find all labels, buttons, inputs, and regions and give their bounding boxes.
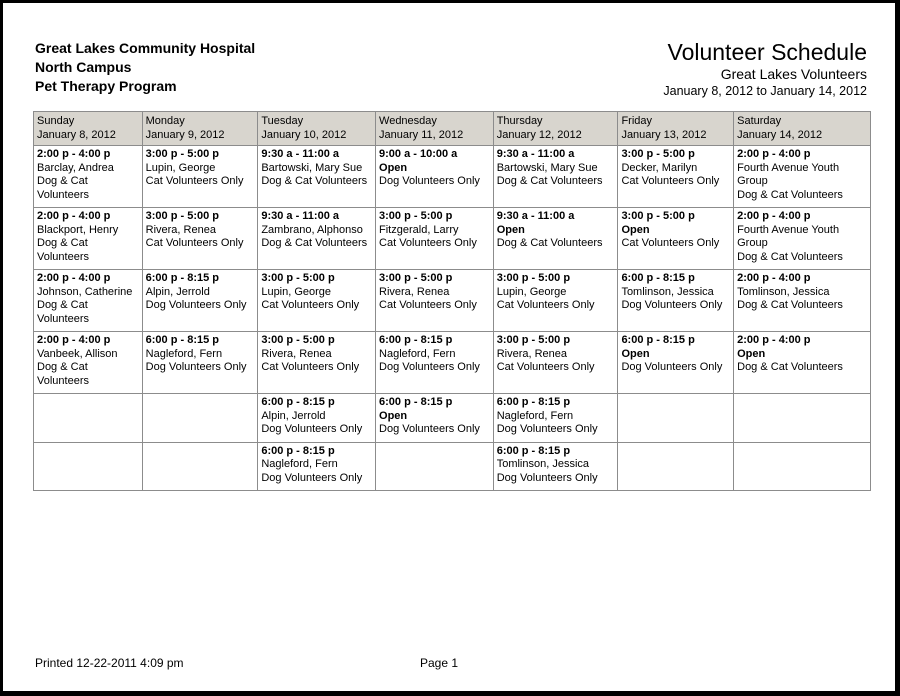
slot-time: 9:00 a - 10:00 a <box>379 148 458 160</box>
day-name: Monday <box>145 115 185 127</box>
schedule-cell <box>734 442 871 491</box>
slot-time: 3:00 p - 5:00 p <box>261 334 335 346</box>
slot-volunteer-type: Dog Volunteers Only <box>496 423 598 435</box>
slot-volunteer-name: Alpin, Jerrold <box>261 409 326 422</box>
report-date-range: January 8, 2012 to January 14, 2012 <box>663 84 867 98</box>
slot-volunteer-type: Cat Volunteers Only <box>379 299 477 311</box>
day-header-thursday <box>493 112 618 146</box>
slot-volunteer-name: Bartowski, Mary Sue <box>496 161 598 174</box>
slot-volunteer-name: Nagleford, Fern <box>145 347 223 360</box>
slot-time: 6:00 p - 8:15 p <box>261 396 335 408</box>
slot-time: 6:00 p - 8:15 p <box>145 272 219 284</box>
slot-time: 2:00 p - 4:00 p <box>37 210 111 222</box>
day-header-saturday <box>734 112 871 146</box>
schedule-cell <box>618 208 734 270</box>
schedule-row <box>34 208 871 270</box>
slot-volunteer-name: Rivera, Renea <box>496 347 568 360</box>
schedule-cell <box>493 442 618 491</box>
slot-time: 6:00 p - 8:15 p <box>496 444 571 457</box>
day-date: January 10, 2012 <box>261 129 347 141</box>
schedule-cell <box>734 332 871 394</box>
schedule-row <box>34 146 871 208</box>
slot-volunteer-name: Barclay, Andrea <box>37 161 114 174</box>
slot-volunteer-name: Zambrano, Alphonso <box>261 223 363 236</box>
day-name: Wednesday <box>379 115 437 127</box>
day-name: Saturday <box>737 115 782 127</box>
slot-volunteer-type: Dog & Cat Volunteers <box>37 299 89 325</box>
schedule-cell <box>142 332 258 394</box>
schedule-cell <box>376 394 494 443</box>
page-number: Page 1 <box>419 656 459 670</box>
day-header-sunday <box>34 112 143 146</box>
slot-time: 9:30 a - 11:00 a <box>261 148 339 160</box>
slot-volunteer-name: Tomlinson, Jessica <box>737 285 830 298</box>
schedule-row <box>34 270 871 332</box>
day-date: January 11, 2012 <box>379 129 464 141</box>
slot-volunteer-type: Dog & Cat Volunteers <box>496 237 603 249</box>
slot-time: 3:00 p - 5:00 p <box>145 210 219 222</box>
slot-time: 3:00 p - 5:00 p <box>379 272 453 284</box>
schedule-cell <box>142 442 258 491</box>
slot-volunteer-type: Dog Volunteers Only <box>145 361 247 373</box>
slot-time: 2:00 p - 4:00 p <box>737 334 811 346</box>
slot-volunteer-name: Tomlinson, Jessica <box>621 285 714 298</box>
schedule-cell <box>258 394 376 443</box>
slot-open-label: Open <box>379 409 408 422</box>
slot-open-label: Open <box>621 347 650 360</box>
schedule-cell <box>34 270 143 332</box>
slot-volunteer-name: Lupin, George <box>261 285 332 298</box>
slot-volunteer-name: Fitzgerald, Larry <box>379 223 459 236</box>
schedule-cell <box>618 270 734 332</box>
slot-time: 3:00 p - 5:00 p <box>496 272 571 284</box>
day-name: Sunday <box>37 115 75 127</box>
slot-time: 9:30 a - 11:00 a <box>496 210 575 222</box>
slot-time: 6:00 p - 8:15 p <box>621 334 695 346</box>
day-date: January 8, 2012 <box>37 129 116 141</box>
schedule-cell <box>258 208 376 270</box>
schedule-cell <box>258 332 376 394</box>
schedule-cell <box>734 208 871 270</box>
day-name: Thursday <box>496 115 543 127</box>
slot-volunteer-name: Decker, Marilyn <box>621 161 698 174</box>
slot-volunteer-type: Dog & Cat Volunteers <box>261 175 368 187</box>
org-program: Pet Therapy Program <box>35 78 177 94</box>
schedule-row <box>34 442 871 491</box>
slot-time: 6:00 p - 8:15 p <box>145 334 219 346</box>
slot-volunteer-type: Cat Volunteers Only <box>261 299 360 311</box>
slot-volunteer-type: Cat Volunteers Only <box>496 299 595 311</box>
schedule-cell <box>734 394 871 443</box>
schedule-table <box>33 111 871 491</box>
slot-volunteer-type: Dog Volunteers Only <box>261 471 363 484</box>
slot-time: 2:00 p - 4:00 p <box>37 272 111 284</box>
day-header-monday <box>142 112 258 146</box>
day-header-friday <box>618 112 734 146</box>
slot-time: 3:00 p - 5:00 p <box>145 148 219 160</box>
slot-volunteer-type: Dog Volunteers Only <box>379 175 480 187</box>
schedule-cell <box>493 332 618 394</box>
day-date: January 13, 2012 <box>621 129 707 141</box>
slot-time: 2:00 p - 4:00 p <box>737 272 811 284</box>
slot-volunteer-type: Dog & Cat Volunteers <box>737 361 843 373</box>
slot-volunteer-name: Johnson, Catherine <box>37 285 133 298</box>
slot-open-label: Open <box>379 161 408 174</box>
slot-open-label: Open <box>621 223 650 236</box>
slot-volunteer-name: Nagleford, Fern <box>496 409 574 422</box>
slot-volunteer-type: Dog & Cat Volunteers <box>737 299 843 311</box>
report-title-block <box>663 39 867 99</box>
slot-volunteer-type: Cat Volunteers Only <box>145 237 244 249</box>
slot-volunteer-type: Dog Volunteers Only <box>621 299 723 311</box>
slot-volunteer-type: Dog & Cat Volunteers <box>37 361 89 387</box>
slot-open-label: Open <box>496 223 525 236</box>
slot-volunteer-type: Dog Volunteers Only <box>496 471 598 484</box>
schedule-cell <box>34 146 143 208</box>
schedule-cell <box>376 442 494 491</box>
schedule-cell <box>734 270 871 332</box>
slot-volunteer-type: Dog & Cat Volunteers <box>37 237 89 263</box>
day-header-wednesday <box>376 112 494 146</box>
day-header-tuesday <box>258 112 376 146</box>
report-subtitle: Great Lakes Volunteers <box>720 66 867 82</box>
slot-time: 3:00 p - 5:00 p <box>496 334 571 346</box>
slot-time: 3:00 p - 5:00 p <box>621 148 695 160</box>
schedule-cell <box>618 442 734 491</box>
printed-timestamp: Printed 12-22-2011 4:09 pm <box>35 656 184 670</box>
slot-volunteer-name: Nagleford, Fern <box>379 347 456 360</box>
slot-time: 9:30 a - 11:00 a <box>496 148 575 160</box>
slot-time: 6:00 p - 8:15 p <box>496 396 571 408</box>
schedule-cell <box>258 442 376 491</box>
report-footer <box>35 656 863 671</box>
schedule-cell <box>142 146 258 208</box>
day-name: Tuesday <box>261 115 304 127</box>
slot-volunteer-name: Fourth Avenue Youth Group <box>737 161 840 187</box>
schedule-cell <box>493 146 618 208</box>
slot-time: 3:00 p - 5:00 p <box>621 210 695 222</box>
schedule-cell <box>618 146 734 208</box>
slot-volunteer-type: Dog Volunteers Only <box>145 299 247 311</box>
report-header <box>3 3 895 105</box>
slot-time: 2:00 p - 4:00 p <box>737 148 811 160</box>
schedule-cell <box>376 146 494 208</box>
slot-volunteer-name: Lupin, George <box>145 161 216 174</box>
organization-block <box>35 39 255 96</box>
slot-volunteer-type: Cat Volunteers Only <box>621 175 720 187</box>
slot-time: 6:00 p - 8:15 p <box>379 334 453 346</box>
slot-volunteer-name: Rivera, Renea <box>379 285 450 298</box>
slot-volunteer-type: Dog & Cat Volunteers <box>737 250 843 263</box>
slot-time: 2:00 p - 4:00 p <box>37 148 111 160</box>
day-date: January 12, 2012 <box>496 129 582 141</box>
slot-time: 2:00 p - 4:00 p <box>737 210 811 222</box>
slot-volunteer-name: Rivera, Renea <box>261 347 332 360</box>
slot-time: 6:00 p - 8:15 p <box>379 396 453 408</box>
slot-volunteer-name: Rivera, Renea <box>145 223 216 236</box>
slot-time: 9:30 a - 11:00 a <box>261 210 339 222</box>
slot-volunteer-name: Bartowski, Mary Sue <box>261 161 363 174</box>
report-title: Volunteer Schedule <box>667 39 867 65</box>
schedule-cell <box>376 332 494 394</box>
slot-volunteer-type: Dog Volunteers Only <box>261 423 363 435</box>
schedule-cell <box>493 270 618 332</box>
slot-volunteer-type: Dog Volunteers Only <box>379 361 480 373</box>
slot-time: 3:00 p - 5:00 p <box>261 272 335 284</box>
schedule-cell <box>493 208 618 270</box>
slot-volunteer-type: Cat Volunteers Only <box>145 175 244 187</box>
schedule-cell <box>34 332 143 394</box>
schedule-cell <box>142 208 258 270</box>
org-name: Great Lakes Community Hospital <box>35 40 256 56</box>
schedule-cell <box>142 394 258 443</box>
schedule-cell <box>376 208 494 270</box>
day-name: Friday <box>621 115 652 127</box>
slot-volunteer-name: Blackport, Henry <box>37 223 119 236</box>
schedule-cell <box>34 394 143 443</box>
slot-volunteer-name: Vanbeek, Allison <box>37 347 118 360</box>
org-campus: North Campus <box>35 59 132 75</box>
slot-time: 6:00 p - 8:15 p <box>621 272 695 284</box>
schedule-cell <box>376 270 494 332</box>
schedule-cell <box>618 332 734 394</box>
schedule-row <box>34 332 871 394</box>
schedule-cell <box>618 394 734 443</box>
schedule-cell <box>34 442 143 491</box>
slot-volunteer-type: Dog Volunteers Only <box>621 361 723 373</box>
slot-volunteer-type: Dog & Cat Volunteers <box>261 237 368 249</box>
schedule-row <box>34 394 871 443</box>
slot-volunteer-name: Alpin, Jerrold <box>145 285 210 298</box>
slot-volunteer-type: Dog Volunteers Only <box>379 423 480 435</box>
day-date: January 14, 2012 <box>737 129 823 141</box>
schedule-cell <box>493 394 618 443</box>
schedule-cell <box>142 270 258 332</box>
slot-time: 3:00 p - 5:00 p <box>379 210 453 222</box>
slot-volunteer-type: Cat Volunteers Only <box>379 237 477 249</box>
day-date: January 9, 2012 <box>145 129 225 141</box>
slot-volunteer-type: Dog & Cat Volunteers <box>37 175 89 201</box>
slot-volunteer-type: Dog & Cat Volunteers <box>737 188 843 201</box>
schedule-cell <box>258 146 376 208</box>
slot-volunteer-type: Cat Volunteers Only <box>261 361 360 373</box>
schedule-cell <box>258 270 376 332</box>
slot-volunteer-type: Dog & Cat Volunteers <box>496 175 603 187</box>
schedule-header-row <box>34 112 871 146</box>
slot-time: 2:00 p - 4:00 p <box>37 334 111 346</box>
schedule-cell <box>34 208 143 270</box>
slot-volunteer-type: Cat Volunteers Only <box>496 361 595 373</box>
slot-open-label: Open <box>737 347 766 360</box>
slot-volunteer-name: Lupin, George <box>496 285 567 298</box>
slot-volunteer-type: Cat Volunteers Only <box>621 237 720 249</box>
slot-volunteer-name: Fourth Avenue Youth Group <box>737 223 840 249</box>
schedule-cell <box>734 146 871 208</box>
slot-volunteer-name: Tomlinson, Jessica <box>496 458 590 470</box>
slot-time: 6:00 p - 8:15 p <box>261 444 335 457</box>
slot-volunteer-name: Nagleford, Fern <box>261 458 338 470</box>
